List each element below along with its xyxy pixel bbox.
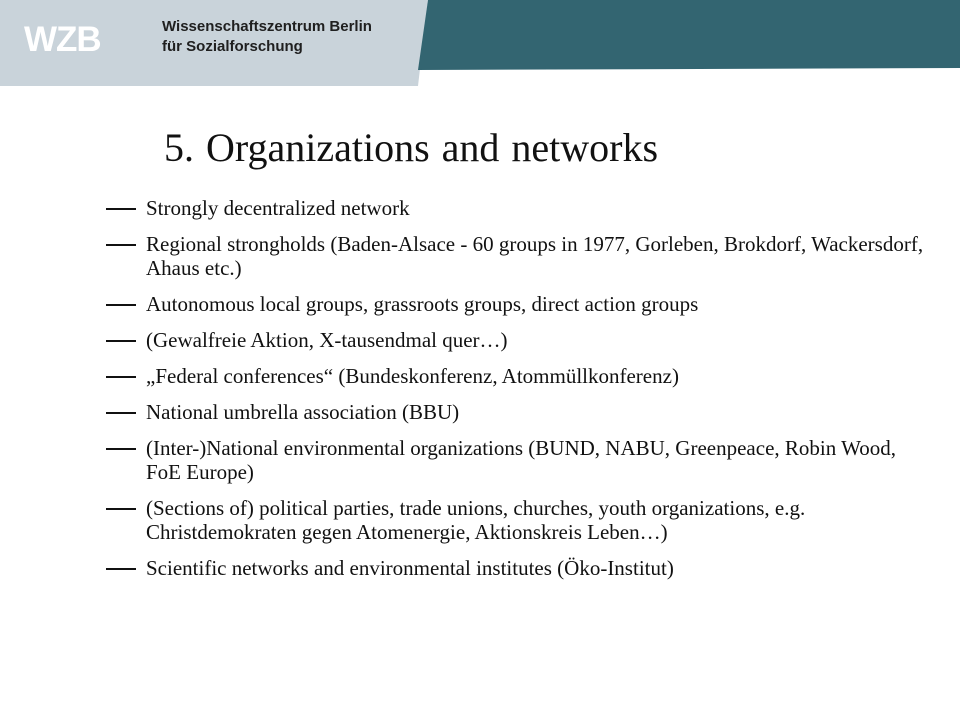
dash-bullet-icon	[106, 508, 136, 510]
bullet-text: Autonomous local groups, grassroots groups, direct action groups	[146, 292, 699, 316]
dash-bullet-icon	[106, 448, 136, 450]
dash-bullet-icon	[106, 376, 136, 378]
bullet-text: Strongly decentralized network	[146, 196, 410, 220]
bullet-text: (Inter-)National environmental organizations (BUND, NABU, Greenpeace, Robin Wood, FoE Europe)	[146, 436, 896, 484]
header-banner	[0, 0, 960, 86]
wzb-logo: WZB	[24, 20, 101, 59]
header-dark-band	[418, 0, 960, 70]
bullet-text: Regional strongholds (Baden-Alsace - 60 groups in 1977, Gorleben, Brokdorf, Wackersdorf, Ahaus etc.)	[146, 232, 924, 280]
bullet-text: (Gewalfreie Aktion, X-tausendmal quer…)	[146, 328, 508, 352]
institute-name	[162, 17, 372, 57]
bullet-text: Scientific networks and environmental institutes (Öko-Institut)	[146, 556, 674, 580]
bullet-list	[106, 196, 936, 592]
bullet-text: (Sections of) political parties, trade unions, churches, youth organizations, e.g. Christdemokraten gegen Atomenergie, Aktionskreis Leben…)	[146, 496, 806, 544]
bullet-item	[106, 232, 936, 280]
dash-bullet-icon	[106, 340, 136, 342]
institute-name-line1: Wissenschaftszentrum Berlin	[162, 18, 372, 35]
bullet-item	[106, 328, 936, 352]
bullet-item	[106, 292, 936, 316]
bullet-item	[106, 364, 936, 388]
bullet-item	[106, 496, 936, 544]
dash-bullet-icon	[106, 568, 136, 570]
institute-name-line2: für Sozialforschung	[162, 38, 303, 55]
dash-bullet-icon	[106, 304, 136, 306]
dash-bullet-icon	[106, 244, 136, 246]
dash-bullet-icon	[106, 412, 136, 414]
header-background	[0, 0, 960, 86]
slide-title: 5. Organizations and networks	[164, 125, 659, 170]
bullet-item	[106, 400, 936, 424]
bullet-item	[106, 556, 936, 580]
bullet-text: „Federal conferences“ (Bundeskonferenz, Atommüllkonferenz)	[146, 364, 679, 388]
bullet-text: National umbrella association (BBU)	[146, 400, 460, 424]
bullet-item	[106, 436, 936, 484]
dash-bullet-icon	[106, 208, 136, 210]
bullet-item	[106, 196, 936, 220]
